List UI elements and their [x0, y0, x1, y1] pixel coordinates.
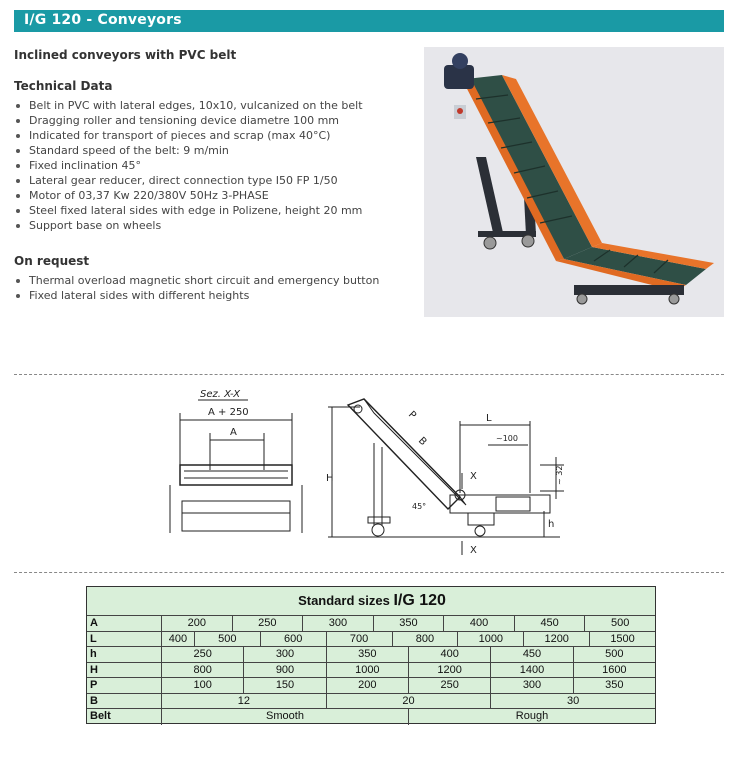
- list-item: Belt in PVC with lateral edges, 10x10, vulcanized on the belt: [14, 98, 363, 113]
- list-item: Fixed lateral sides with different heights: [14, 288, 379, 303]
- list-item: Thermal overload magnetic short circuit and emergency button: [14, 273, 379, 288]
- table-row: [87, 615, 655, 632]
- table-cell: 250: [408, 678, 490, 694]
- on-request-list: [14, 273, 379, 303]
- technical-data-heading: Technical Data: [14, 79, 113, 93]
- table-cell: 450: [490, 647, 572, 663]
- table-cell: 1000: [457, 632, 523, 648]
- row-label: h: [90, 648, 97, 660]
- divider-bottom: [14, 572, 724, 573]
- table-cell: 450: [514, 616, 585, 632]
- table-row: [87, 693, 655, 710]
- table-cell: 500: [573, 647, 655, 663]
- table-caption: [87, 587, 657, 615]
- table-row: [87, 646, 655, 663]
- list-item: Support base on wheels: [14, 218, 363, 233]
- table-cell: 400: [161, 632, 194, 648]
- table-cell: 300: [243, 647, 325, 663]
- conveyor-illustration: [424, 47, 724, 317]
- table-cell: 600: [260, 632, 326, 648]
- table-cell: 100: [161, 678, 243, 694]
- list-item: Standard speed of the belt: 9 m/min: [14, 143, 363, 158]
- standard-sizes-table: [86, 586, 656, 724]
- table-cell: 400: [408, 647, 490, 663]
- dim-h-big-label: H: [326, 473, 334, 484]
- row-label: H: [90, 663, 98, 676]
- table-cell: 700: [326, 632, 392, 648]
- table-title: Standard sizes: [298, 593, 390, 608]
- row-label: Belt: [90, 710, 111, 722]
- table-cell: 900: [243, 663, 325, 679]
- divider-top: [14, 374, 724, 375]
- table-cell: 500: [194, 632, 260, 648]
- title-bar: [14, 10, 724, 32]
- table-cell: 200: [161, 616, 232, 632]
- dim-b-label: B: [415, 435, 429, 448]
- table-cell: 30: [490, 694, 655, 710]
- table-cell: 400: [443, 616, 514, 632]
- table-cell: 300: [490, 678, 572, 694]
- list-item: Indicated for transport of pieces and scrap (max 40°C): [14, 128, 363, 143]
- technical-data-list: [14, 98, 363, 233]
- table-row: [87, 662, 655, 679]
- table-cell: 150: [243, 678, 325, 694]
- table-cell: 800: [392, 632, 458, 648]
- table-row: [87, 677, 655, 694]
- table-cell: 20: [326, 694, 491, 710]
- list-item: Motor of 03,37 Kw 220/380V 50Hz 3-PHASE: [14, 188, 363, 203]
- table-cell: 350: [326, 647, 408, 663]
- table-cell: 350: [573, 678, 655, 694]
- table-cell: Smooth: [161, 709, 408, 725]
- table-cell: 1400: [490, 663, 572, 679]
- table-cell: 350: [373, 616, 444, 632]
- dim-x-top-label: X: [470, 471, 477, 482]
- table-cell: 250: [161, 647, 243, 663]
- row-label: B: [90, 694, 98, 707]
- dim-a250-label: A + 250: [208, 407, 249, 418]
- list-item: Dragging roller and tensioning device diametre 100 mm: [14, 113, 363, 128]
- table-cell: 800: [161, 663, 243, 679]
- list-item: Steel fixed lateral sides with edge in Polizene, height 20 mm: [14, 203, 363, 218]
- conveyor-photo: [424, 47, 724, 317]
- table-model: I/G 120: [393, 592, 446, 609]
- table-cell: 1200: [523, 632, 589, 648]
- page-title: I/G 120 - Conveyors: [24, 12, 182, 28]
- row-label: P: [90, 679, 98, 691]
- table-cell: 300: [302, 616, 373, 632]
- dim-x-bottom-label: X: [470, 545, 477, 556]
- on-request-heading: On request: [14, 254, 90, 268]
- table-cell: 250: [232, 616, 303, 632]
- dim-100-label: ~100: [496, 434, 518, 443]
- table-row: [87, 631, 655, 648]
- table-cell: 200: [326, 678, 408, 694]
- table-cell: 12: [161, 694, 326, 710]
- dim-p-label: P: [405, 409, 418, 422]
- subtitle: Inclined conveyors with PVC belt: [14, 48, 237, 62]
- dim-32-label: ~ 32: [555, 465, 564, 485]
- table-cell: 1500: [589, 632, 655, 648]
- table-row: [87, 708, 655, 725]
- table-cell: 1000: [326, 663, 408, 679]
- list-item: Lateral gear reducer, direct connection type I50 FP 1/50: [14, 173, 363, 188]
- angle-label: 45°: [412, 502, 427, 511]
- section-label: Sez. X-X: [200, 389, 241, 400]
- row-label: L: [90, 632, 97, 645]
- technical-drawing: [160, 385, 580, 560]
- list-item: Fixed inclination 45°: [14, 158, 363, 173]
- row-label: A: [90, 617, 98, 629]
- table-cell: Rough: [408, 709, 655, 725]
- table-cell: 1200: [408, 663, 490, 679]
- dim-h-small-label: h: [548, 519, 555, 530]
- table-cell: 1600: [573, 663, 655, 679]
- table-cell: 500: [584, 616, 655, 632]
- dim-a-label: A: [230, 427, 237, 438]
- dim-l-label: L: [486, 413, 492, 424]
